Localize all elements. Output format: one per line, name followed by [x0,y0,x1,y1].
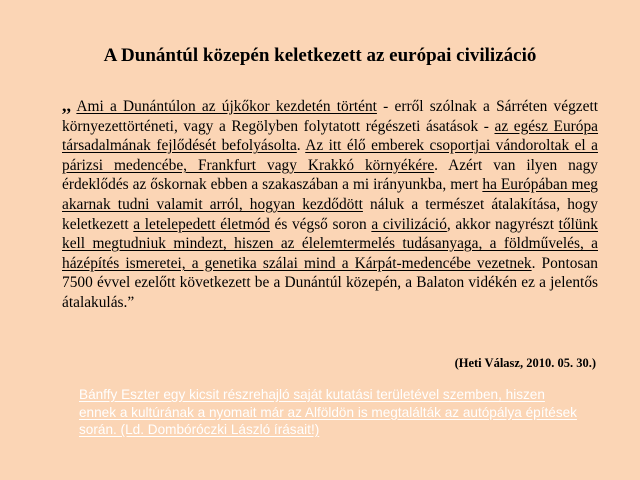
underlined-phrase: a civilizáció [371,215,447,233]
quote-paragraph [62,96,598,313]
quote-text: . [296,137,306,155]
underlined-phrase: tőlünk kell megtudniuk mindezt, hiszen az élelemtermelés tudásanyaga, a földművelés, a házépítés ismeretei, a genetika szálai mind a Kárpát-medencébe vezetnek [62,215,599,272]
opening-quote-mark: ,, [62,95,71,115]
comment-link[interactable]: Bánffy Eszter egy kicsit részrehajló saját kutatási területével szemben, hiszen ennek a kultúrának a nyomait már az Alföldön is megtalálták az autópálya építések során. (Ld. Dombóróczki László írásait!) [79,387,577,437]
quote-body [62,98,598,311]
source-citation: (Heti Válasz, 2010. 05. 30.) [454,356,596,370]
quote-text: . Pontosan 7500 évvel ezelőtt következett be a Dunántúl közepén, a Balaton vidékén ez a jelentős átalakulás.” [62,254,598,311]
quote-text: , akkor nagyrészt [446,215,559,233]
quote-text: náluk a természet átalakítása, hogy keletkezett [62,195,598,233]
underlined-phrase: Az itt élő emberek csoportjai vándoroltak el a párizsi medencébe, Frankfurt vagy Krakkó környékére [62,137,598,174]
page-title: A Dunántúl közepén keletkezett az európai civilizáció [103,45,537,66]
underlined-phrase: az egész Európa társadalmának fejlődését befolyásolta [62,117,599,155]
underlined-phrase: Ami a Dunántúlon az újkőkor kezdetén történt [76,98,377,115]
underlined-phrase: a letelepedett életmód [133,215,270,233]
underlined-phrase: ha Európában meg akarnak tudni valamit arról, hogyan kezdődött [62,176,598,213]
quote-text: - erről szólnak a Sárréten végzett környezettörténeti, vagy a Regölyben folytatott régészeti ásatások - [62,98,598,135]
quote-text: . Azért van ilyen nagy érdeklődés az őskornak ebben a szakaszában a mi irányunkba, mert [62,156,598,194]
quote-text: és végső soron [269,215,372,233]
